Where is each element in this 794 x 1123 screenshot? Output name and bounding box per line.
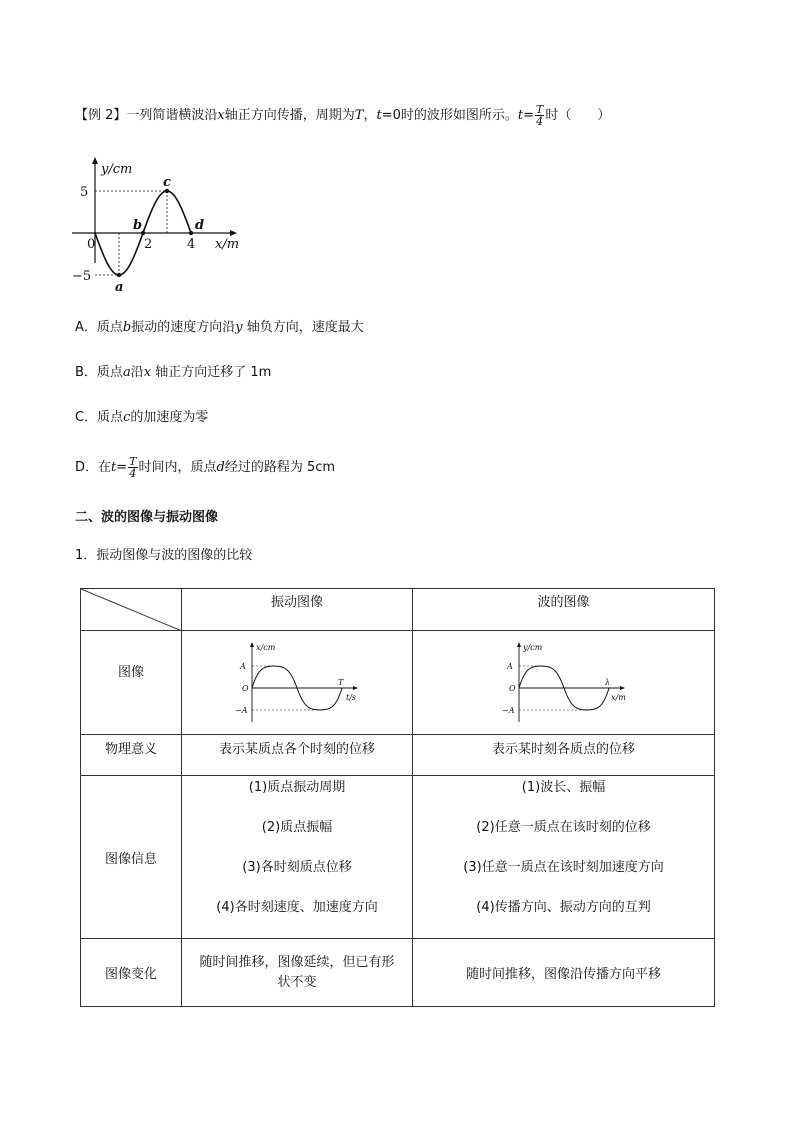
option-a-letter: A．	[75, 320, 97, 335]
col-header-vibration: 振动图像	[182, 589, 413, 631]
vib-info-2: (2)质点振幅	[261, 820, 333, 835]
point-label-b: b	[133, 218, 143, 233]
wave-negA-label: −A	[501, 705, 514, 715]
option-c-text-1: 质点	[97, 410, 124, 425]
y-tick-5: 5	[80, 185, 89, 200]
frac-numerator: T	[536, 103, 544, 116]
point-label-c: c	[163, 175, 171, 190]
option-d-var: t	[111, 460, 117, 475]
vib-info-3: (3)各时刻质点位移	[242, 860, 352, 875]
vib-info-4: (4)各时刻速度、加速度方向	[216, 900, 378, 915]
option-d-text-1: 在	[98, 460, 112, 475]
wave-y-arrow	[517, 642, 521, 647]
vib-y-arrow	[250, 642, 254, 647]
vib-O-label: O	[242, 683, 249, 693]
y-axis-arrow	[92, 157, 98, 164]
vib-change-line-1: 随时间推移，图像延续，但已有形	[199, 954, 395, 970]
option-b-text-3: 轴正方向迁移了 1m	[151, 365, 272, 380]
option-a-var: b	[122, 320, 132, 335]
wave-xlabel: x/m	[610, 692, 626, 702]
row-label-change: 图像变化	[81, 939, 182, 1007]
wave-plot-cell	[413, 631, 715, 735]
wave-ylabel: y/cm	[522, 642, 542, 652]
vib-ylabel: x/cm	[256, 642, 276, 652]
wave-info-4: (4)传播方向、振动方向的互判	[476, 900, 651, 915]
wave-plot	[489, 640, 639, 726]
vib-change-line-2: 状不变	[277, 974, 317, 990]
x-axis-label: x/m	[215, 237, 240, 252]
option-b-var-2: x	[143, 365, 152, 380]
wave-lambda-label: λ	[604, 677, 610, 687]
question-stem	[75, 104, 610, 127]
section-heading: 二、波的图像与振动图像	[75, 510, 219, 525]
vibration-plot	[222, 640, 372, 726]
point-label-d: d	[195, 218, 205, 233]
row-label-info: 图像信息	[81, 776, 182, 939]
wave-meaning: 表示某时刻各质点的位移	[413, 735, 715, 776]
option-d-var-2: d	[216, 460, 225, 475]
table-row	[81, 631, 715, 735]
wave-change: 随时间推移，图像沿传播方向平移	[413, 939, 715, 1007]
vibration-plot-cell	[182, 631, 413, 735]
option-b-text-1: 质点	[96, 365, 123, 380]
question-text-3: =0时的波形如图所示。	[381, 108, 518, 123]
option-d-fraction	[128, 456, 137, 479]
diagonal-line	[81, 589, 182, 631]
point-a	[117, 273, 121, 277]
x-tick-0: 0	[87, 237, 96, 252]
option-d-eq: =	[116, 460, 128, 475]
var-t2: t	[517, 108, 524, 123]
option-d-text-2: 时间内，质点	[138, 460, 217, 475]
option-d-frac-num: T	[129, 455, 137, 468]
option-a-text-3: 轴负方向，速度最大	[242, 320, 364, 335]
wave-info	[413, 776, 715, 939]
option-d-frac-den: 4	[129, 467, 137, 480]
vib-meaning: 表示某质点各个时刻的位移	[182, 735, 413, 776]
vib-negA-label: −A	[235, 705, 248, 715]
x-tick-4: 4	[187, 237, 196, 252]
wave-x-arrow	[620, 686, 625, 690]
diagonal-header-cell	[81, 589, 182, 631]
point-d	[189, 231, 193, 235]
frac-denominator: 4	[536, 115, 544, 128]
var-T: T	[354, 108, 364, 123]
var-x: x	[217, 108, 225, 123]
y-tick-neg5: −5	[72, 269, 92, 284]
col-header-wave: 波的图像	[413, 589, 715, 631]
wave-O-label: O	[508, 683, 516, 693]
point-label-a: a	[115, 280, 124, 295]
vib-A-label: A	[240, 661, 246, 671]
row-label-image: 图像	[81, 631, 182, 735]
option-d-letter: D．	[75, 460, 99, 475]
x-axis-arrow	[230, 230, 237, 236]
vib-info	[182, 776, 413, 939]
y-axis-label: y/cm	[101, 162, 133, 177]
question-text-2: 轴正方向传播，周期为	[224, 108, 355, 123]
question-comma: ，	[363, 108, 377, 123]
option-b-letter: B．	[75, 365, 97, 380]
vib-info-1: (1)质点振动周期	[248, 780, 346, 795]
vib-x-arrow	[353, 686, 358, 690]
question-text-4: 时（ ）	[545, 108, 611, 123]
option-c-letter: C．	[75, 410, 98, 425]
option-b	[75, 363, 271, 383]
row-label-meaning: 物理意义	[81, 735, 182, 776]
option-a-text-1: 质点	[96, 320, 123, 335]
option-a-text-2: 振动的速度方向沿	[131, 320, 236, 335]
wave-chart	[70, 150, 260, 295]
vib-T-label: T	[338, 677, 344, 687]
table-row	[81, 776, 715, 939]
x-tick-2: 2	[144, 237, 153, 252]
option-b-var: a	[122, 365, 131, 380]
wave-A-label: A	[506, 661, 513, 671]
wave-info-3: (3)任意一质点在该时刻加速度方向	[463, 860, 664, 875]
section-subheading: 1．振动图像与波的图像的比较	[75, 548, 253, 563]
table-row	[81, 735, 715, 776]
fraction-T-over-4	[535, 104, 544, 127]
wave-info-2: (2)任意一质点在该时刻的位移	[476, 820, 651, 835]
table-header-row	[81, 589, 715, 631]
question-eq: =	[523, 108, 534, 123]
option-c-text-2: 的加速度为零	[130, 410, 209, 425]
vib-change	[182, 939, 413, 1007]
question-text-1: 【例 2】一列简谐横波沿	[75, 108, 218, 123]
var-t: t	[376, 108, 382, 123]
option-d-text-3: 经过的路程为 5cm	[224, 460, 336, 475]
option-a	[75, 318, 364, 338]
vib-xlabel: t/s	[346, 692, 357, 702]
option-d	[75, 456, 335, 479]
option-b-text-2: 沿	[130, 365, 144, 380]
option-c	[75, 408, 208, 428]
comparison-table	[80, 588, 715, 1007]
table-row	[81, 939, 715, 1007]
option-a-var-2: y	[235, 320, 243, 335]
wave-info-1: (1)波长、振幅	[521, 780, 606, 795]
option-c-var: c	[123, 410, 131, 425]
